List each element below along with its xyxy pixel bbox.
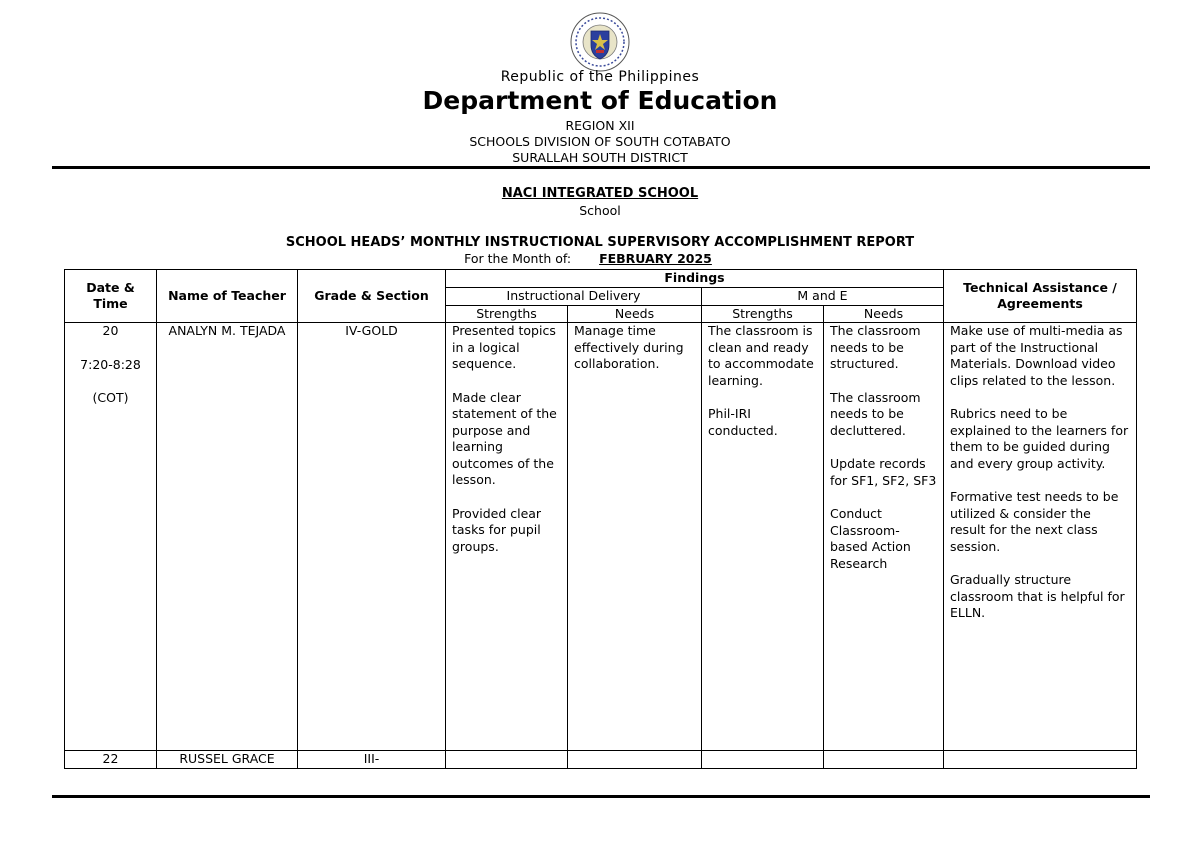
department-heading: Department of Education — [422, 86, 778, 115]
division-heading: SCHOOLS DIVISION OF SOUTH COTABATO — [469, 134, 731, 149]
row-date: 20 — [102, 323, 119, 338]
row-observation-type: (COT) — [92, 390, 129, 405]
header-findings: Findings — [446, 270, 944, 288]
me-strengths-cell — [702, 323, 824, 751]
finding-item: Made clear statement of the purpose and learning outcomes of the lesson. — [452, 389, 557, 487]
empty-cell — [568, 751, 702, 769]
id-needs-cell — [568, 323, 702, 751]
empty-cell — [944, 751, 1137, 769]
header-teacher: Name of Teacher — [157, 270, 298, 323]
header-me-strengths: Strengths — [702, 305, 824, 323]
table-row — [65, 751, 1137, 769]
agreement-item: Formative test needs to be utilized & consider the result for the next class session. — [950, 489, 1119, 554]
finding-item: The classroom is clean and ready to accommodate learning. — [708, 323, 814, 388]
date-cell: 22 — [65, 751, 157, 769]
me-needs-cell — [824, 323, 944, 751]
empty-cell — [446, 751, 568, 769]
table-row — [65, 323, 1137, 751]
report-title: SCHOOL HEADS’ MONTHLY INSTRUCTIONAL SUPERVISORY ACCOMPLISHMENT REPORT — [285, 235, 915, 250]
header-divider — [52, 166, 1150, 169]
id-strengths-cell — [446, 323, 568, 751]
header-instructional-delivery: Instructional Delivery — [446, 288, 702, 306]
header-id-needs: Needs — [568, 305, 702, 323]
report-month-line — [0, 251, 1200, 266]
finding-item: Presented topics in a logical sequence. — [452, 323, 556, 371]
grade-section-cell: III- — [298, 751, 446, 769]
technical-assistance-cell — [944, 323, 1137, 751]
republic-heading: Republic of the Philippines — [500, 69, 700, 85]
header-grade-section: Grade & Section — [298, 270, 446, 323]
month-label: For the Month of: — [464, 251, 572, 266]
region-heading: REGION XII — [565, 118, 635, 133]
finding-item: Provided clear tasks for pupil groups. — [452, 505, 542, 554]
school-caption: School — [579, 203, 621, 218]
teacher-cell: RUSSEL GRACE — [157, 751, 298, 769]
finding-item: The classroom needs to be decluttered. — [830, 389, 921, 438]
supervisory-report-table — [64, 269, 1137, 769]
finding-item: Phil-IRI conducted. — [708, 406, 778, 438]
row-time: 7:20-8:28 — [80, 356, 141, 372]
header-date-time: Date & Time — [65, 270, 157, 323]
agreement-item: Rubrics need to be explained to the learners for them to be guided during and every group activity. — [950, 406, 1129, 471]
school-name: NACI INTEGRATED SCHOOL — [501, 186, 699, 201]
header-technical-assistance: Technical Assistance / Agreements — [944, 270, 1137, 323]
empty-cell — [702, 751, 824, 769]
district-heading: SURALLAH SOUTH DISTRICT — [512, 150, 688, 165]
date-time-cell — [65, 323, 157, 751]
agreement-item: Make use of multi-media as part of the Instructional Materials. Download video clips related to the lesson. — [950, 323, 1123, 388]
grade-section-cell: IV-GOLD — [298, 323, 446, 751]
finding-item: Manage time effectively during collaboration. — [574, 323, 684, 371]
header-me-needs: Needs — [824, 305, 944, 323]
deped-seal-icon — [570, 12, 630, 72]
month-value: FEBRUARY 2025 — [599, 251, 712, 266]
finding-item: Conduct Classroom-based Action Research — [830, 506, 911, 571]
header-m-and-e: M and E — [702, 288, 944, 306]
teacher-cell: ANALYN M. TEJADA — [157, 323, 298, 751]
finding-item: The classroom needs to be structured. — [830, 323, 921, 371]
footer-divider — [52, 795, 1150, 798]
agreement-item: Gradually structure classroom that is helpful for ELLN. — [950, 572, 1125, 620]
header-id-strengths: Strengths — [446, 305, 568, 323]
finding-item: Update records for SF1, SF2, SF3 — [830, 456, 937, 488]
empty-cell — [824, 751, 944, 769]
